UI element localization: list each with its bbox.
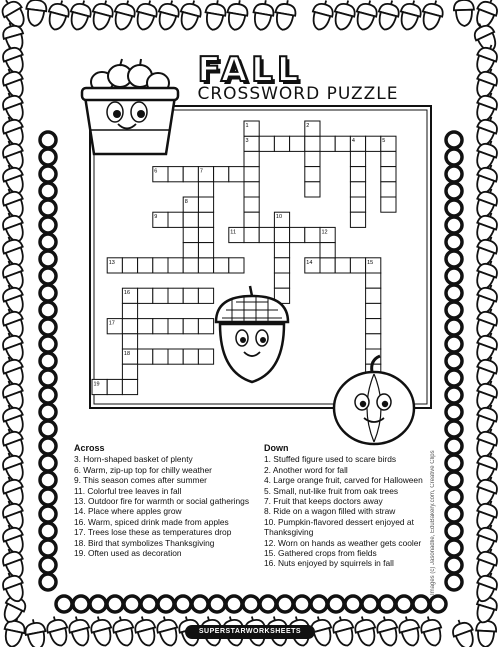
grid-cell[interactable] — [183, 258, 198, 273]
grid-cell[interactable] — [107, 379, 122, 394]
grid-cell[interactable] — [198, 182, 213, 197]
down-clue: 7. Fruit that keeps doctors away — [264, 496, 383, 507]
across-clue: 18. Bird that symbolizes Thanksgiving — [74, 537, 215, 548]
grid-cell[interactable] — [274, 273, 289, 288]
grid-cell[interactable] — [168, 167, 183, 182]
across-clue: 3. Horn-shaped basket of plenty — [74, 454, 193, 465]
grid-cell[interactable] — [366, 303, 381, 318]
grid-clue-number: 11 — [230, 229, 237, 236]
grid-cell[interactable] — [138, 258, 153, 273]
grid-clue-number: 14 — [306, 259, 313, 266]
grid-clue-number: 17 — [108, 320, 115, 327]
page-subtitle: CROSSWORD PUZZLE — [197, 84, 399, 104]
grid-cell[interactable] — [138, 288, 153, 303]
grid-cell[interactable] — [244, 227, 259, 242]
grid-cell[interactable] — [350, 167, 365, 182]
grid-cell[interactable] — [122, 364, 137, 379]
grid-cell[interactable] — [305, 167, 320, 182]
grid-cell[interactable] — [350, 258, 365, 273]
grid-cell[interactable] — [381, 197, 396, 212]
down-clue: 16. Nuts enjoyed by squirrels in fall — [264, 558, 394, 569]
grid-cell[interactable] — [381, 151, 396, 166]
grid-clue-number: 18 — [123, 351, 131, 357]
grid-cell[interactable] — [366, 288, 381, 303]
grid-cell[interactable] — [366, 136, 381, 151]
across-clue: 13. Outdoor fire for warmth or social gatherings — [74, 496, 250, 507]
down-clue: 8. Ride on a wagon filled with straw — [264, 506, 396, 517]
grid-cell[interactable] — [153, 258, 168, 273]
down-clue: 12. Worn on hands as weather gets cooler — [264, 537, 422, 548]
grid-clue-number: 10 — [275, 214, 283, 221]
grid-clue-number: 16 — [123, 290, 131, 297]
down-clue: 2. Another word for fall — [264, 464, 348, 475]
across-clue: 6. Warm, zip-up top for chilly weather — [74, 464, 212, 475]
grid-cell[interactable] — [198, 197, 213, 212]
grid-cell[interactable] — [153, 319, 168, 334]
grid-cell[interactable] — [350, 182, 365, 197]
down-clues — [264, 443, 444, 569]
grid-cell[interactable] — [305, 151, 320, 166]
across-clue: 16. Warm, spiced drink made from apples — [74, 516, 229, 527]
grid-cell[interactable] — [122, 303, 137, 318]
grid-cell[interactable] — [366, 273, 381, 288]
grid-cell[interactable] — [244, 197, 259, 212]
grid-cell[interactable] — [214, 167, 229, 182]
grid-cell[interactable] — [320, 136, 335, 151]
down-clue: 10. Pumpkin-flavored dessert enjoyed at Thanksgiving — [264, 516, 414, 538]
grid-cell[interactable] — [153, 349, 168, 364]
grid-cell[interactable] — [320, 243, 335, 258]
grid-clue-number: 19 — [93, 381, 100, 388]
grid-cell[interactable] — [198, 227, 213, 242]
grid-cell[interactable] — [366, 319, 381, 334]
grid-cell[interactable] — [214, 258, 229, 273]
grid-cell[interactable] — [381, 167, 396, 182]
across-clue: 14. Place where apples grow — [74, 506, 182, 517]
grid-cell[interactable] — [183, 227, 198, 242]
grid-clue-number: 2 — [306, 123, 310, 129]
grid-clue-number: 13 — [108, 259, 115, 266]
grid-cell[interactable] — [305, 227, 320, 242]
grid-cell[interactable] — [198, 243, 213, 258]
grid-cell[interactable] — [122, 379, 137, 394]
grid-cell[interactable] — [198, 319, 213, 334]
grid-cell[interactable] — [183, 288, 198, 303]
grid-cell[interactable] — [305, 136, 320, 151]
page-title: FALL — [197, 50, 303, 90]
grid-cell[interactable] — [290, 136, 305, 151]
grid-cell[interactable] — [198, 258, 213, 273]
grid-clue-number: 3 — [245, 138, 249, 145]
grid-cell[interactable] — [198, 349, 213, 364]
grid-cell[interactable] — [168, 288, 183, 303]
grid-cell[interactable] — [244, 167, 259, 182]
across-clue: 17. Trees lose these as temperatures drop — [74, 527, 232, 538]
grid-clue-number: 8 — [184, 199, 188, 205]
footer-brand: SUPERSTARWORKSHEETS — [185, 625, 315, 639]
grid-cell[interactable] — [138, 319, 153, 334]
grid-cell[interactable] — [335, 258, 350, 273]
grid-cell[interactable] — [350, 151, 365, 166]
grid-cell[interactable] — [138, 349, 153, 364]
down-clue: 1. Stuffed figure used to scare birds — [264, 454, 397, 465]
across-clue: 9. This season comes after summer — [74, 475, 207, 486]
grid-cell[interactable] — [274, 258, 289, 273]
across-clues — [74, 443, 254, 558]
grid-cell[interactable] — [290, 227, 305, 242]
grid-clue-number: 12 — [321, 229, 328, 236]
down-heading: Down — [264, 443, 289, 453]
grid-clue-number: 6 — [154, 168, 158, 175]
grid-cell[interactable] — [350, 212, 365, 227]
grid-cell[interactable] — [259, 136, 274, 151]
grid-cell[interactable] — [274, 136, 289, 151]
grid-cell[interactable] — [259, 227, 274, 242]
grid-cell[interactable] — [183, 319, 198, 334]
across-clue: 19. Often used as decoration — [74, 548, 182, 559]
grid-clue-number: 1 — [245, 123, 249, 129]
grid-clue-number: 4 — [351, 138, 355, 145]
grid-cell[interactable] — [320, 258, 335, 273]
grid-cell[interactable] — [350, 197, 365, 212]
grid-cell[interactable] — [229, 167, 244, 182]
grid-cell[interactable] — [168, 258, 183, 273]
grid-cell[interactable] — [305, 182, 320, 197]
grid-cell[interactable] — [274, 243, 289, 258]
grid-cell[interactable] — [198, 288, 213, 303]
grid-cell[interactable] — [244, 151, 259, 166]
down-clue: 15. Gathered crops from fields — [264, 548, 377, 559]
grid-cell[interactable] — [229, 258, 244, 273]
grid-cell[interactable] — [198, 212, 213, 227]
grid-cell[interactable] — [122, 258, 137, 273]
image-credit: Images (c) Jasonadlie, EduBakery.com, Creative Clips — [430, 450, 436, 595]
across-clue: 11. Colorful tree leaves in fall — [74, 485, 182, 496]
grid-cell[interactable] — [168, 349, 183, 364]
grid-clue-number: 7 — [199, 168, 203, 175]
grid-cell[interactable] — [183, 243, 198, 258]
down-clue: 5. Small, nut-like fruit from oak trees — [264, 485, 399, 496]
grid-cell[interactable] — [381, 182, 396, 197]
grid-cell[interactable] — [183, 349, 198, 364]
grid-clue-number: 15 — [367, 259, 374, 266]
grid-cell[interactable] — [274, 227, 289, 242]
grid-cell[interactable] — [366, 334, 381, 349]
grid-cell[interactable] — [183, 212, 198, 227]
grid-cell[interactable] — [122, 334, 137, 349]
grid-cell[interactable] — [244, 212, 259, 227]
grid-cell[interactable] — [122, 319, 137, 334]
grid-cell[interactable] — [168, 319, 183, 334]
grid-clue-number: 5 — [382, 138, 386, 145]
grid-clue-number: 9 — [154, 214, 158, 221]
down-clue: 4. Large orange fruit, carved for Halloween — [264, 475, 423, 486]
grid-cell[interactable] — [153, 288, 168, 303]
apple-basket-mascot — [82, 59, 178, 154]
grid-cell[interactable] — [183, 167, 198, 182]
grid-cell[interactable] — [244, 182, 259, 197]
acorn-mascot — [216, 286, 288, 382]
across-heading: Across — [74, 443, 105, 453]
grid-cell[interactable] — [168, 212, 183, 227]
grid-cell[interactable] — [335, 136, 350, 151]
